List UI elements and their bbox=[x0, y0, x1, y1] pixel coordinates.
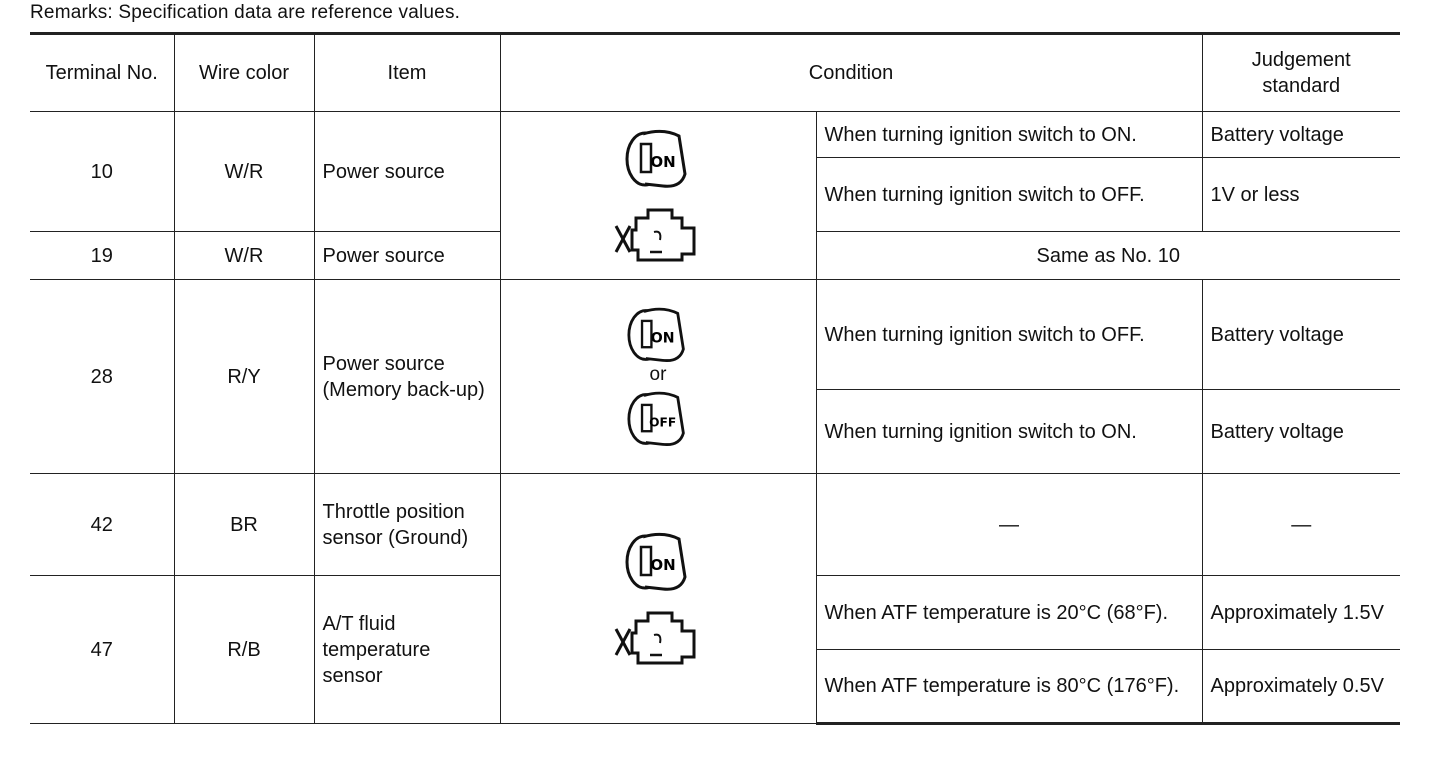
engine-icon bbox=[610, 202, 706, 266]
condition-text: When ATF temperature is 80°C (176°F). bbox=[816, 650, 1202, 724]
wire-color: BR bbox=[174, 474, 314, 576]
item-name: Power source bbox=[314, 112, 500, 232]
table-row bbox=[30, 112, 1400, 158]
condition-text: When turning ignition switch to ON. bbox=[816, 112, 1202, 158]
header-row bbox=[30, 34, 1400, 112]
wire-color: W/R bbox=[174, 112, 314, 232]
same-as-note: Same as No. 10 bbox=[816, 232, 1400, 280]
header-judgement: Judgement standard bbox=[1202, 34, 1400, 112]
judgement-value: Approximately 1.5V bbox=[1202, 576, 1400, 650]
header-item: Item bbox=[314, 34, 500, 112]
ignition-key-on-icon bbox=[623, 529, 693, 595]
judgement-value: Battery voltage bbox=[1202, 280, 1400, 390]
svg-text:OFF: OFF bbox=[649, 415, 677, 430]
or-label: or bbox=[649, 363, 667, 385]
svg-text:ON: ON bbox=[650, 152, 676, 171]
header-wire-color: Wire color bbox=[174, 34, 314, 112]
judgement-value: Approximately 0.5V bbox=[1202, 650, 1400, 724]
header-terminal: Terminal No. bbox=[30, 34, 174, 112]
judgement-value: Battery voltage bbox=[1202, 390, 1400, 474]
ignition-key-on-icon bbox=[623, 304, 693, 366]
table-row bbox=[30, 474, 1400, 576]
ignition-key-on-icon bbox=[623, 126, 693, 192]
remarks-text: Remarks: Specification data are reference values. bbox=[30, 2, 461, 23]
terminal-no: 19 bbox=[30, 232, 174, 280]
condition-text: — bbox=[816, 474, 1202, 576]
condition-text: When ATF temperature is 20°C (68°F). bbox=[816, 576, 1202, 650]
terminal-spec-table bbox=[30, 32, 1400, 725]
wire-color: R/Y bbox=[174, 280, 314, 474]
judgement-value: Battery voltage bbox=[1202, 112, 1400, 158]
condition-text: When turning ignition switch to ON. bbox=[816, 390, 1202, 474]
item-name: Power source (Memory back-up) bbox=[314, 280, 500, 474]
item-name: Throttle position sensor (Ground) bbox=[314, 474, 500, 576]
terminal-no: 10 bbox=[30, 112, 174, 232]
judgement-value: 1V or less bbox=[1202, 158, 1400, 232]
condition-text: When turning ignition switch to OFF. bbox=[816, 280, 1202, 390]
ignition-engine-icons bbox=[500, 112, 816, 280]
terminal-no: 47 bbox=[30, 576, 174, 724]
ignition-key-off-icon bbox=[623, 388, 693, 450]
table-row bbox=[30, 280, 1400, 390]
judgement-value: — bbox=[1202, 474, 1400, 576]
engine-icon bbox=[610, 605, 706, 669]
svg-text:ON: ON bbox=[650, 555, 676, 574]
item-name: Power source bbox=[314, 232, 500, 280]
ignition-engine-icons bbox=[500, 474, 816, 724]
item-name: A/T fluid temperature sensor bbox=[314, 576, 500, 724]
wire-color: W/R bbox=[174, 232, 314, 280]
wire-color: R/B bbox=[174, 576, 314, 724]
svg-text:ON: ON bbox=[650, 330, 675, 347]
condition-text: When turning ignition switch to OFF. bbox=[816, 158, 1202, 232]
terminal-no: 28 bbox=[30, 280, 174, 474]
header-condition: Condition bbox=[500, 34, 1202, 112]
terminal-no: 42 bbox=[30, 474, 174, 576]
ignition-key-icons bbox=[500, 280, 816, 474]
